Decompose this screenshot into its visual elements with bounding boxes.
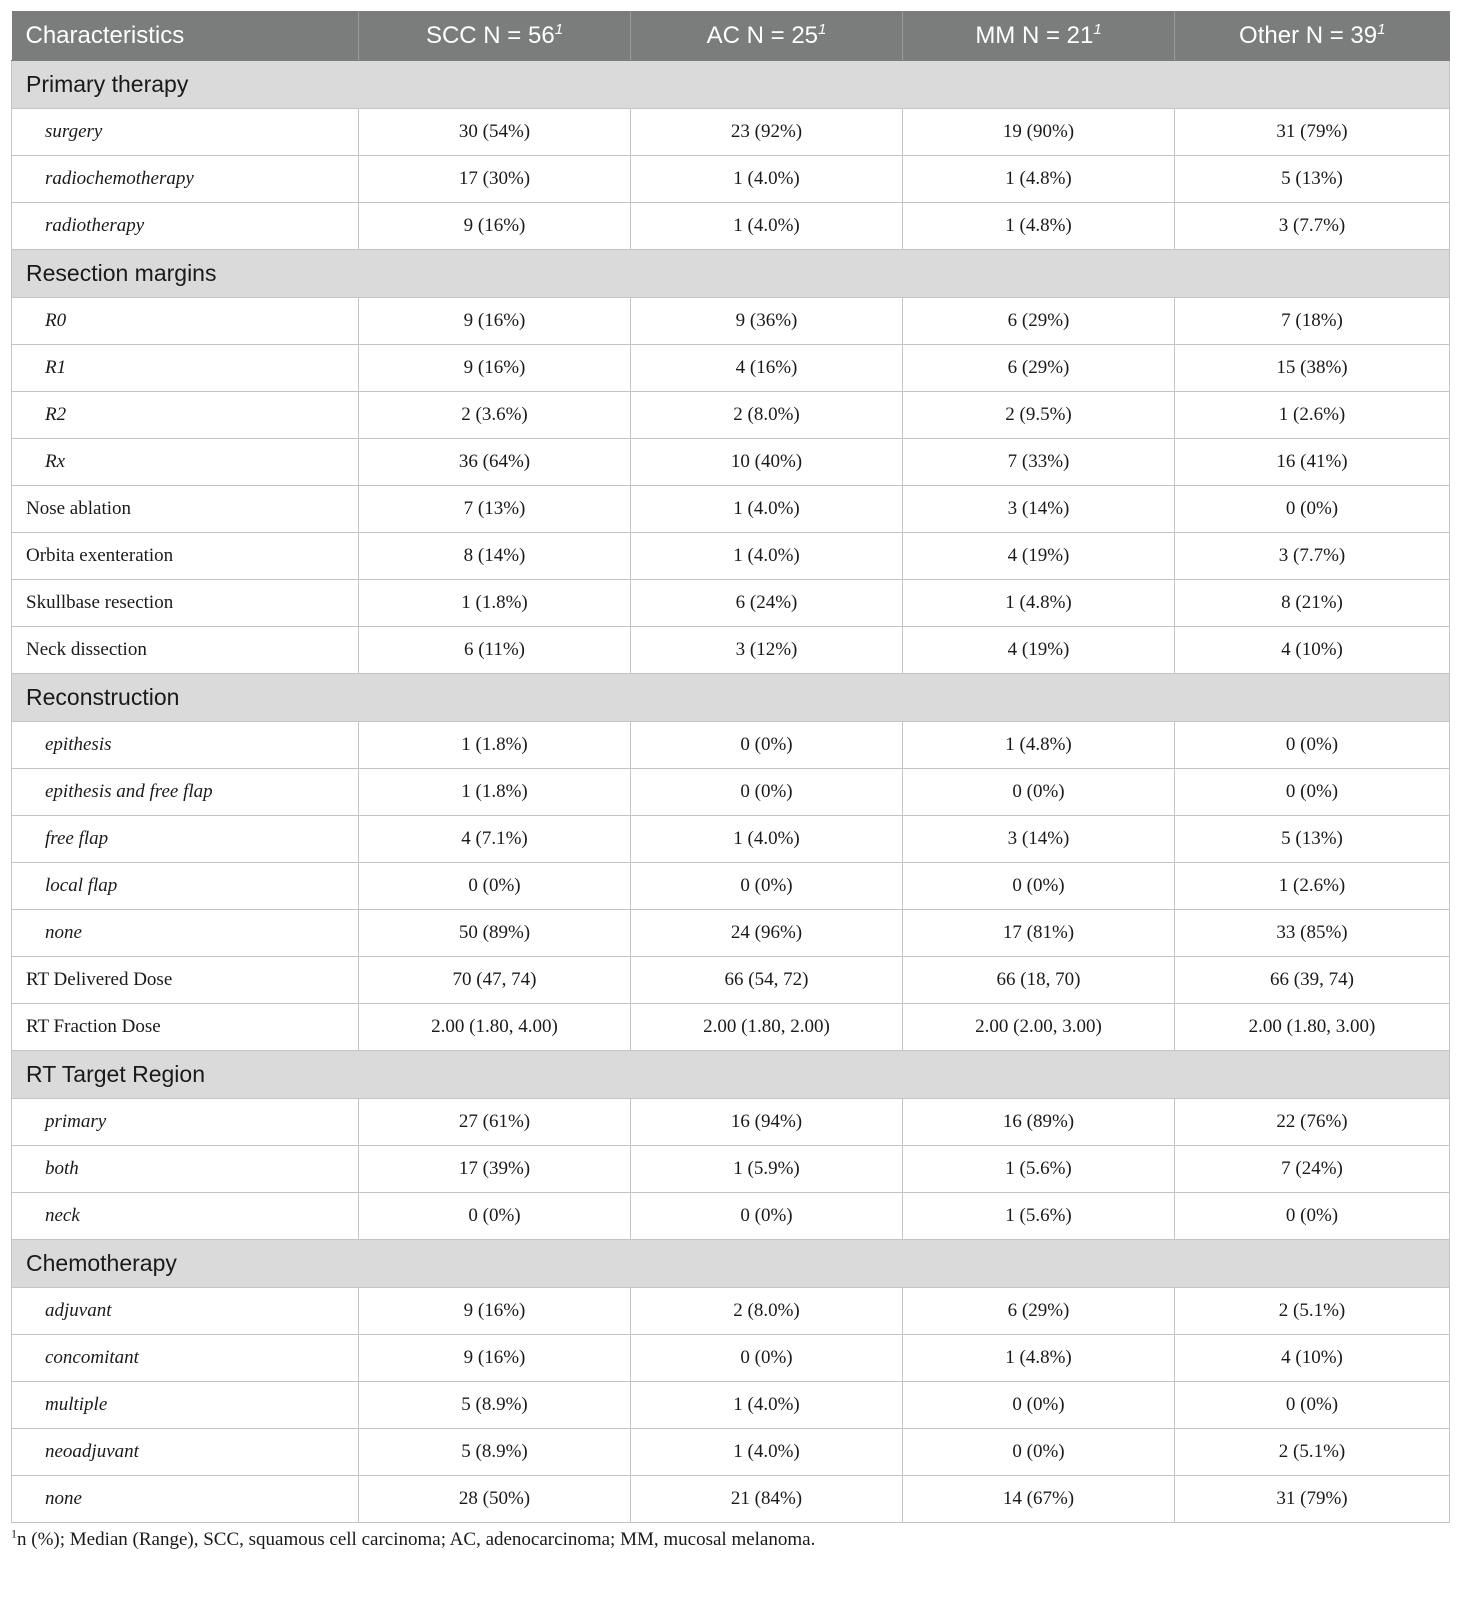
group-label: Resection margins — [12, 250, 1450, 298]
row-label: local flap — [12, 863, 359, 910]
cell-value: 5 (13%) — [1175, 816, 1450, 863]
row-label: primary — [12, 1099, 359, 1146]
table-row — [12, 156, 1450, 203]
table-row — [12, 1193, 1450, 1240]
cell-value: 6 (29%) — [903, 298, 1175, 345]
cell-value: 1 (1.8%) — [359, 580, 631, 627]
table-row — [12, 1099, 1450, 1146]
row-label: neoadjuvant — [12, 1429, 359, 1476]
cell-value: 1 (4.0%) — [631, 533, 903, 580]
table-row — [12, 1335, 1450, 1382]
group-row — [12, 1051, 1450, 1099]
cell-value: 66 (18, 70) — [903, 957, 1175, 1004]
cell-value: 8 (21%) — [1175, 580, 1450, 627]
cell-value: 1 (2.6%) — [1175, 392, 1450, 439]
header-footnote-mark: 1 — [554, 20, 564, 38]
table-row — [12, 627, 1450, 674]
table-row — [12, 580, 1450, 627]
row-label: concomitant — [12, 1335, 359, 1382]
header-footnote-mark: 1 — [1377, 20, 1386, 38]
header-label: AC N = 25 — [706, 21, 819, 49]
cell-value: 4 (16%) — [631, 345, 903, 392]
header-other — [1175, 11, 1450, 61]
cell-value: 3 (14%) — [903, 486, 1175, 533]
header-label: MM N = 21 — [975, 21, 1094, 49]
cell-value: 4 (10%) — [1175, 1335, 1450, 1382]
header-ac — [631, 11, 903, 61]
cell-value: 9 (16%) — [359, 345, 631, 392]
cell-value: 16 (89%) — [903, 1099, 1175, 1146]
cell-value: 1 (4.0%) — [631, 203, 903, 250]
table-row — [12, 1146, 1450, 1193]
cell-value: 14 (67%) — [903, 1476, 1175, 1523]
table-row — [12, 722, 1450, 769]
table-body — [12, 61, 1450, 1523]
cell-value: 1 (4.8%) — [903, 1335, 1175, 1382]
cell-value: 30 (54%) — [359, 109, 631, 156]
cell-value: 1 (4.0%) — [631, 1382, 903, 1429]
cell-value: 1 (1.8%) — [359, 769, 631, 816]
cell-value: 0 (0%) — [1175, 769, 1450, 816]
cell-value: 19 (90%) — [903, 109, 1175, 156]
header-mm — [903, 11, 1175, 61]
cell-value: 1 (4.0%) — [631, 1429, 903, 1476]
cell-value: 6 (11%) — [359, 627, 631, 674]
row-label: Rx — [12, 439, 359, 486]
table-row — [12, 957, 1450, 1004]
row-label: multiple — [12, 1382, 359, 1429]
cell-value: 7 (18%) — [1175, 298, 1450, 345]
table-row — [12, 345, 1450, 392]
cell-value: 10 (40%) — [631, 439, 903, 486]
cell-value: 1 (1.8%) — [359, 722, 631, 769]
cell-value: 1 (5.6%) — [903, 1193, 1175, 1240]
table-row — [12, 1004, 1450, 1051]
header-label: SCC N = 56 — [425, 21, 555, 49]
cell-value: 9 (16%) — [359, 298, 631, 345]
cell-value: 16 (94%) — [631, 1099, 903, 1146]
cell-value: 66 (39, 74) — [1175, 957, 1450, 1004]
cell-value: 2.00 (1.80, 2.00) — [631, 1004, 903, 1051]
cell-value: 0 (0%) — [903, 1382, 1175, 1429]
cell-value: 0 (0%) — [631, 722, 903, 769]
row-label: Nose ablation — [12, 486, 359, 533]
cell-value: 0 (0%) — [1175, 1193, 1450, 1240]
cell-value: 7 (24%) — [1175, 1146, 1450, 1193]
cell-value: 36 (64%) — [359, 439, 631, 486]
table-row — [12, 816, 1450, 863]
cell-value: 7 (33%) — [903, 439, 1175, 486]
row-label: Orbita exenteration — [12, 533, 359, 580]
cell-value: 5 (8.9%) — [359, 1382, 631, 1429]
cell-value: 28 (50%) — [359, 1476, 631, 1523]
cell-value: 0 (0%) — [359, 1193, 631, 1240]
cell-value: 9 (16%) — [359, 1288, 631, 1335]
cell-value: 2.00 (2.00, 3.00) — [903, 1004, 1175, 1051]
table-row — [12, 1288, 1450, 1335]
cell-value: 2 (5.1%) — [1175, 1288, 1450, 1335]
row-label: RT Fraction Dose — [12, 1004, 359, 1051]
cell-value: 1 (4.8%) — [903, 722, 1175, 769]
cell-value: 6 (24%) — [631, 580, 903, 627]
row-label: none — [12, 1476, 359, 1523]
cell-value: 0 (0%) — [1175, 722, 1450, 769]
header-scc — [359, 11, 631, 61]
cell-value: 1 (4.8%) — [903, 156, 1175, 203]
cell-value: 6 (29%) — [903, 1288, 1175, 1335]
group-label: RT Target Region — [12, 1051, 1450, 1099]
row-label: adjuvant — [12, 1288, 359, 1335]
table-row — [12, 910, 1450, 957]
cell-value: 15 (38%) — [1175, 345, 1450, 392]
table-row — [12, 1476, 1450, 1523]
table-row — [12, 392, 1450, 439]
cell-value: 0 (0%) — [359, 863, 631, 910]
group-label: Reconstruction — [12, 674, 1450, 722]
cell-value: 17 (81%) — [903, 910, 1175, 957]
header-footnote-mark: 1 — [1093, 20, 1102, 38]
header-label: Other N = 39 — [1239, 21, 1378, 49]
row-label: Skullbase resection — [12, 580, 359, 627]
group-row — [12, 1240, 1450, 1288]
cell-value: 5 (13%) — [1175, 156, 1450, 203]
row-label: radiotherapy — [12, 203, 359, 250]
cell-value: 2.00 (1.80, 3.00) — [1175, 1004, 1450, 1051]
table-row — [12, 533, 1450, 580]
cell-value: 0 (0%) — [903, 769, 1175, 816]
cell-value: 6 (29%) — [903, 345, 1175, 392]
row-label: surgery — [12, 109, 359, 156]
cell-value: 16 (41%) — [1175, 439, 1450, 486]
row-label: none — [12, 910, 359, 957]
table-row — [12, 439, 1450, 486]
cell-value: 22 (76%) — [1175, 1099, 1450, 1146]
cell-value: 4 (19%) — [903, 627, 1175, 674]
row-label: both — [12, 1146, 359, 1193]
cell-value: 17 (30%) — [359, 156, 631, 203]
group-label: Primary therapy — [12, 61, 1450, 109]
table-row — [12, 863, 1450, 910]
cell-value: 66 (54, 72) — [631, 957, 903, 1004]
header-characteristics — [12, 11, 359, 61]
row-label: epithesis and free flap — [12, 769, 359, 816]
cell-value: 33 (85%) — [1175, 910, 1450, 957]
table-row — [12, 1382, 1450, 1429]
table-row — [12, 298, 1450, 345]
cell-value: 3 (14%) — [903, 816, 1175, 863]
cell-value: 2 (3.6%) — [359, 392, 631, 439]
cell-value: 1 (5.9%) — [631, 1146, 903, 1193]
table-row — [12, 486, 1450, 533]
cell-value: 3 (12%) — [631, 627, 903, 674]
cell-value: 5 (8.9%) — [359, 1429, 631, 1476]
characteristics-table — [11, 11, 1450, 1523]
row-label: free flap — [12, 816, 359, 863]
cell-value: 2 (9.5%) — [903, 392, 1175, 439]
cell-value: 2.00 (1.80, 4.00) — [359, 1004, 631, 1051]
cell-value: 0 (0%) — [631, 863, 903, 910]
cell-value: 23 (92%) — [631, 109, 903, 156]
cell-value: 7 (13%) — [359, 486, 631, 533]
cell-value: 9 (16%) — [359, 203, 631, 250]
cell-value: 50 (89%) — [359, 910, 631, 957]
cell-value: 0 (0%) — [903, 1429, 1175, 1476]
cell-value: 17 (39%) — [359, 1146, 631, 1193]
header-row — [12, 11, 1450, 61]
cell-value: 1 (4.0%) — [631, 816, 903, 863]
table-row — [12, 1429, 1450, 1476]
table-row — [12, 769, 1450, 816]
cell-value: 8 (14%) — [359, 533, 631, 580]
cell-value: 27 (61%) — [359, 1099, 631, 1146]
cell-value: 9 (16%) — [359, 1335, 631, 1382]
document — [11, 11, 1449, 1551]
cell-value: 1 (5.6%) — [903, 1146, 1175, 1193]
row-label: neck — [12, 1193, 359, 1240]
group-label: Chemotherapy — [12, 1240, 1450, 1288]
cell-value: 31 (79%) — [1175, 109, 1450, 156]
cell-value: 2 (5.1%) — [1175, 1429, 1450, 1476]
cell-value: 2 (8.0%) — [631, 392, 903, 439]
cell-value: 31 (79%) — [1175, 1476, 1450, 1523]
row-label: RT Delivered Dose — [12, 957, 359, 1004]
cell-value: 0 (0%) — [631, 1335, 903, 1382]
row-label: R1 — [12, 345, 359, 392]
row-label: Neck dissection — [12, 627, 359, 674]
cell-value: 2 (8.0%) — [631, 1288, 903, 1335]
row-label: R0 — [12, 298, 359, 345]
cell-value: 4 (19%) — [903, 533, 1175, 580]
cell-value: 1 (4.0%) — [631, 486, 903, 533]
cell-value: 4 (10%) — [1175, 627, 1450, 674]
cell-value: 0 (0%) — [631, 1193, 903, 1240]
cell-value: 0 (0%) — [903, 863, 1175, 910]
cell-value: 1 (2.6%) — [1175, 863, 1450, 910]
row-label: radiochemotherapy — [12, 156, 359, 203]
row-label: epithesis — [12, 722, 359, 769]
cell-value: 4 (7.1%) — [359, 816, 631, 863]
cell-value: 1 (4.8%) — [903, 580, 1175, 627]
cell-value: 0 (0%) — [1175, 486, 1450, 533]
cell-value: 24 (96%) — [631, 910, 903, 957]
row-label: R2 — [12, 392, 359, 439]
group-row — [12, 250, 1450, 298]
cell-value: 0 (0%) — [631, 769, 903, 816]
cell-value: 70 (47, 74) — [359, 957, 631, 1004]
cell-value: 1 (4.8%) — [903, 203, 1175, 250]
cell-value: 9 (36%) — [631, 298, 903, 345]
footnote-text: n (%); Median (Range), SCC, squamous cell carcinoma; AC, adenocarcinoma; MM, mucosal melanoma. — [17, 1529, 816, 1550]
table-header — [12, 11, 1450, 61]
cell-value: 0 (0%) — [1175, 1382, 1450, 1429]
group-row — [12, 674, 1450, 722]
header-footnote-mark: 1 — [818, 20, 827, 38]
footnote-mark: 1 — [11, 1526, 17, 1541]
cell-value: 3 (7.7%) — [1175, 533, 1450, 580]
table-row — [12, 203, 1450, 250]
cell-value: 3 (7.7%) — [1175, 203, 1450, 250]
header-label: Characteristics — [25, 21, 185, 49]
group-row — [12, 61, 1450, 109]
table-footnote — [11, 1526, 1449, 1551]
table-row — [12, 109, 1450, 156]
cell-value: 21 (84%) — [631, 1476, 903, 1523]
cell-value: 1 (4.0%) — [631, 156, 903, 203]
